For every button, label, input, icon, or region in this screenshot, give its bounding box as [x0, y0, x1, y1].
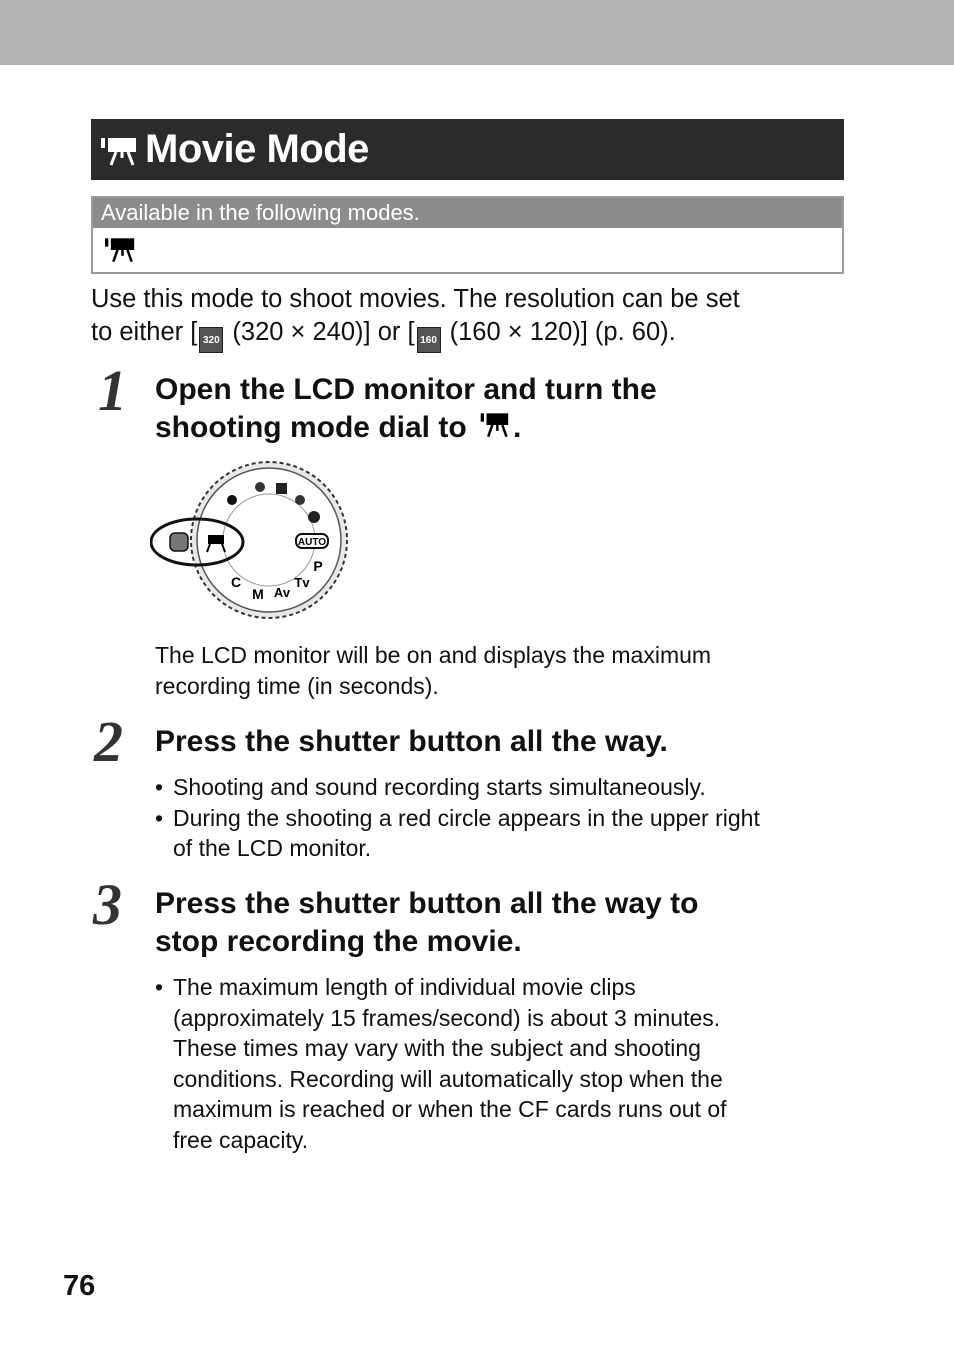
step-2-bullets — [155, 772, 855, 864]
dial-label-c: C — [230, 574, 242, 590]
available-modes-box — [91, 196, 844, 274]
step-3-heading: Press the shutter button all the way to stop recording the movie. — [155, 887, 699, 958]
step-number-1: 1 — [98, 358, 127, 423]
list-item: • Shooting and sound recording starts simultaneously. — [155, 774, 706, 800]
resolution-160-icon: 160 — [417, 327, 441, 353]
step-3-bullets — [155, 972, 855, 1155]
movie-camera-icon — [102, 235, 138, 265]
step-1-heading: Open the LCD monitor and turn the shooting mode dial to . — [155, 373, 657, 444]
list-item: • During the shooting a red circle appears in the upper right of the LCD monitor. — [155, 804, 760, 861]
dial-auto-label: AUTO — [297, 537, 327, 548]
dial-label-p: P — [313, 558, 323, 574]
page-number: 76 — [63, 1270, 96, 1302]
dial-label-av: Av — [273, 585, 291, 600]
section-title-bar — [91, 119, 844, 180]
step-number-3: 3 — [93, 872, 122, 937]
available-modes-label: Available in the following modes. — [93, 198, 842, 228]
mode-dial-illustration — [150, 455, 355, 625]
page-title: Movie Mode — [145, 127, 369, 171]
movie-camera-icon — [475, 410, 513, 440]
resolution-320-icon: 320 — [199, 327, 223, 353]
step-2-heading: Press the shutter button all the way. — [155, 725, 668, 758]
movie-camera-icon — [99, 132, 139, 168]
dial-label-m: M — [252, 586, 264, 602]
step-number-2: 2 — [94, 709, 123, 774]
intro-paragraph: Use this mode to shoot movies. The resolution can be set to either [ 320 (320 × 240)] or [ 160 (160 × 120)] (p. 60). — [91, 283, 851, 353]
list-item: • The maximum length of individual movie clips (approximately 15 frames/second) is about 3 minutes. These times may vary with the subject and shooting conditions. Recording will automatically stop when the maximum is reached or when the CF cards runs out of free capacity. — [155, 974, 727, 1153]
step-1-note: The LCD monitor will be on and displays the maximum recording time (in seconds). — [155, 642, 712, 699]
dial-label-tv: Tv — [294, 575, 310, 590]
top-band — [0, 0, 954, 65]
